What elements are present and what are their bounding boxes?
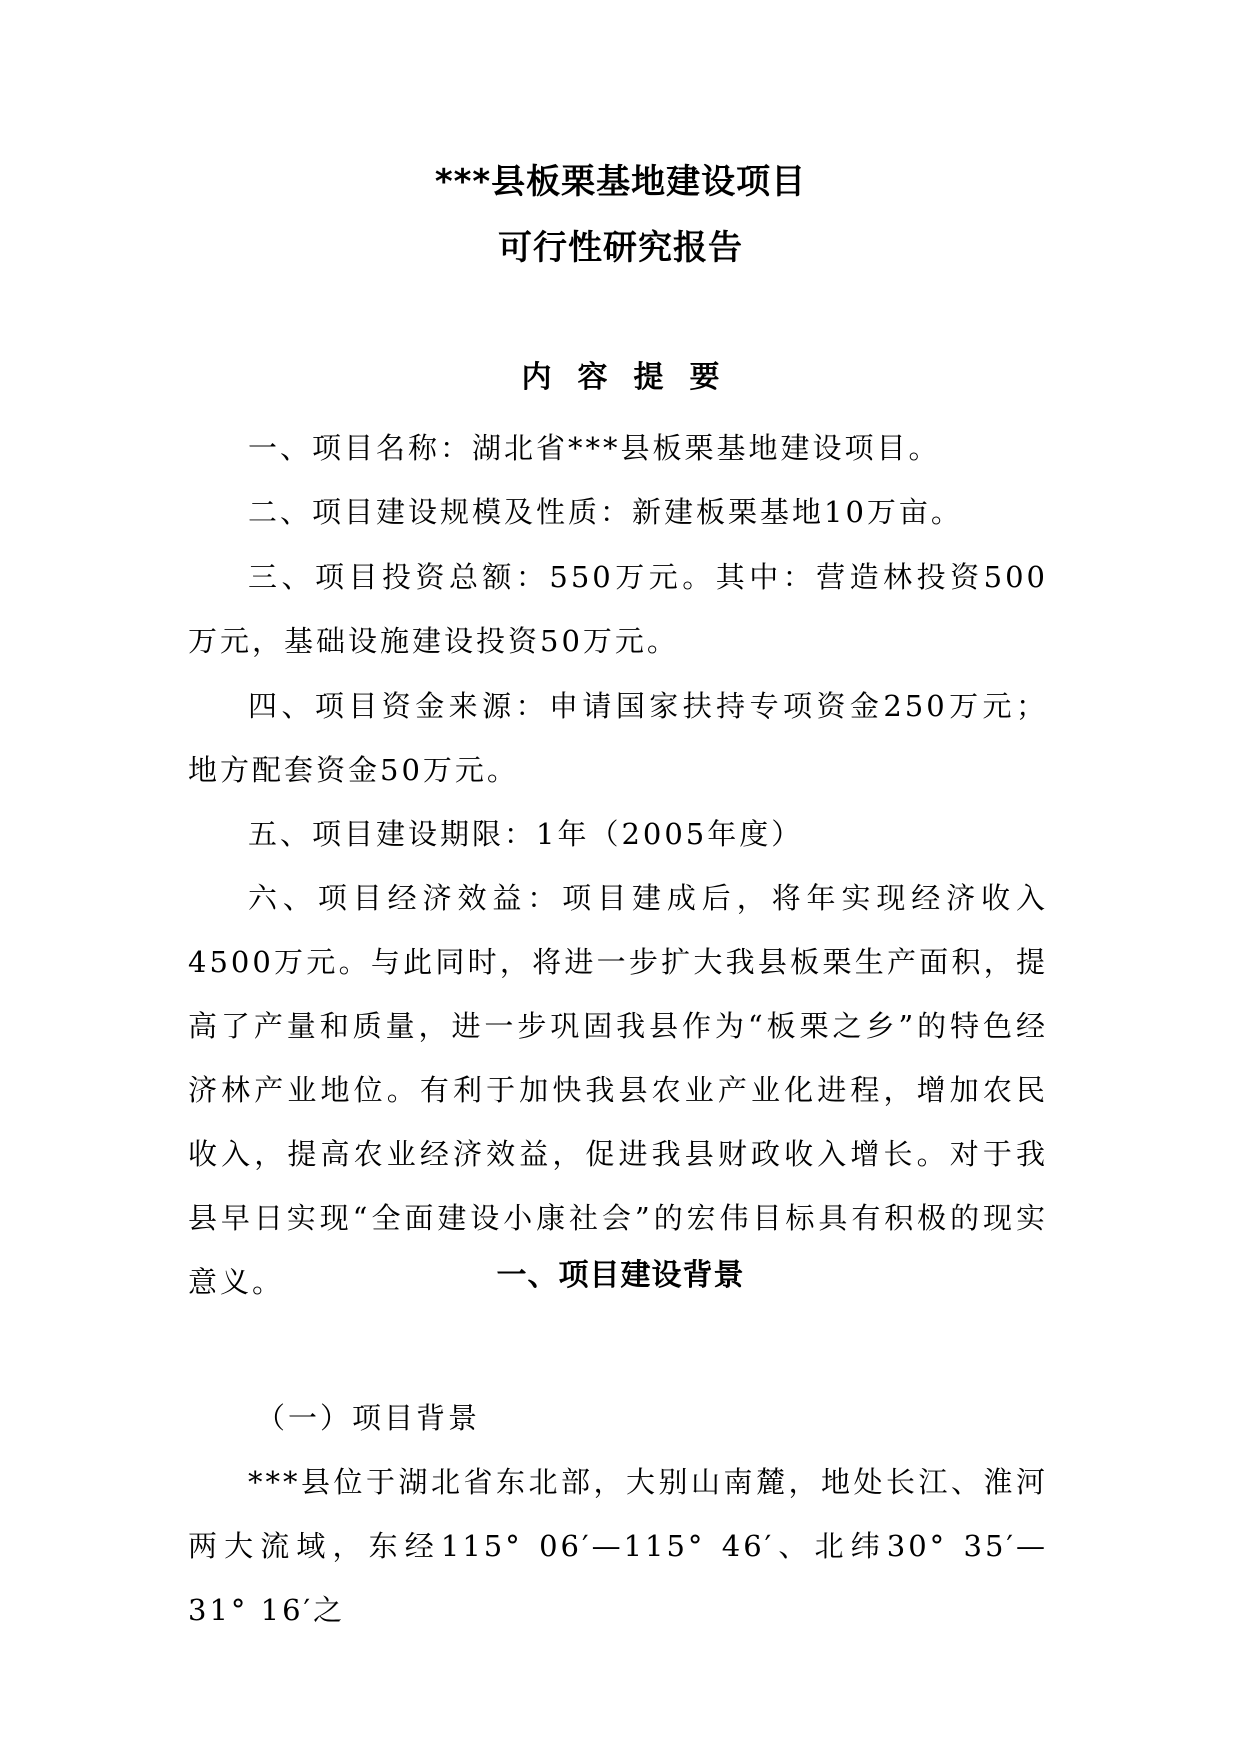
summary-item-period: 五、项目建设期限：1年（2005年度） [248,817,804,851]
summary-item-funding: 四、项目资金来源：申请国家扶持专项资金250万元；地方配套资金50万元。 [188,689,1048,787]
section-heading: 一、项目建设背景 [496,1258,745,1293]
document-subtitle: 可行性研究报告 [498,228,743,268]
summary-item-scale: 二、项目建设规模及性质：新建板栗基地10万亩。 [248,495,963,529]
summary-item-investment: 三、项目投资总额：550万元。其中：营造林投资500万元，基础设施建设投资50万元。 [188,560,1048,658]
subsection-heading: （一）项目背景 [256,1401,481,1435]
summary-heading: 内容提要 [521,360,746,395]
summary-item-benefits: 六、项目经济效益：项目建成后，将年实现经济收入4500万元。与此同时，将进一步扩大我县板栗生产面积，提高了产量和质量，进一步巩固我县作为“板栗之乡”的特色经济林产业地位。有利于加快我县农业产业化进程，增加农民收入，提高农业经济效益，促进我县财政收入增长。对于我县早日实现“全面建设小康社会”的宏伟目标具有积极的现实意义。 [188,881,1048,1299]
document-title: ***县板栗基地建设项目 [434,162,807,202]
background-paragraph: ***县位于湖北省东北部，大别山南麓，地处长江、淮河两大流域，东经115° 06′—115° 46′、北纬30° 35′—31° 16′之 [188,1465,1048,1627]
summary-item-project-name: 一、项目名称：湖北省***县板栗基地建设项目。 [248,431,941,465]
